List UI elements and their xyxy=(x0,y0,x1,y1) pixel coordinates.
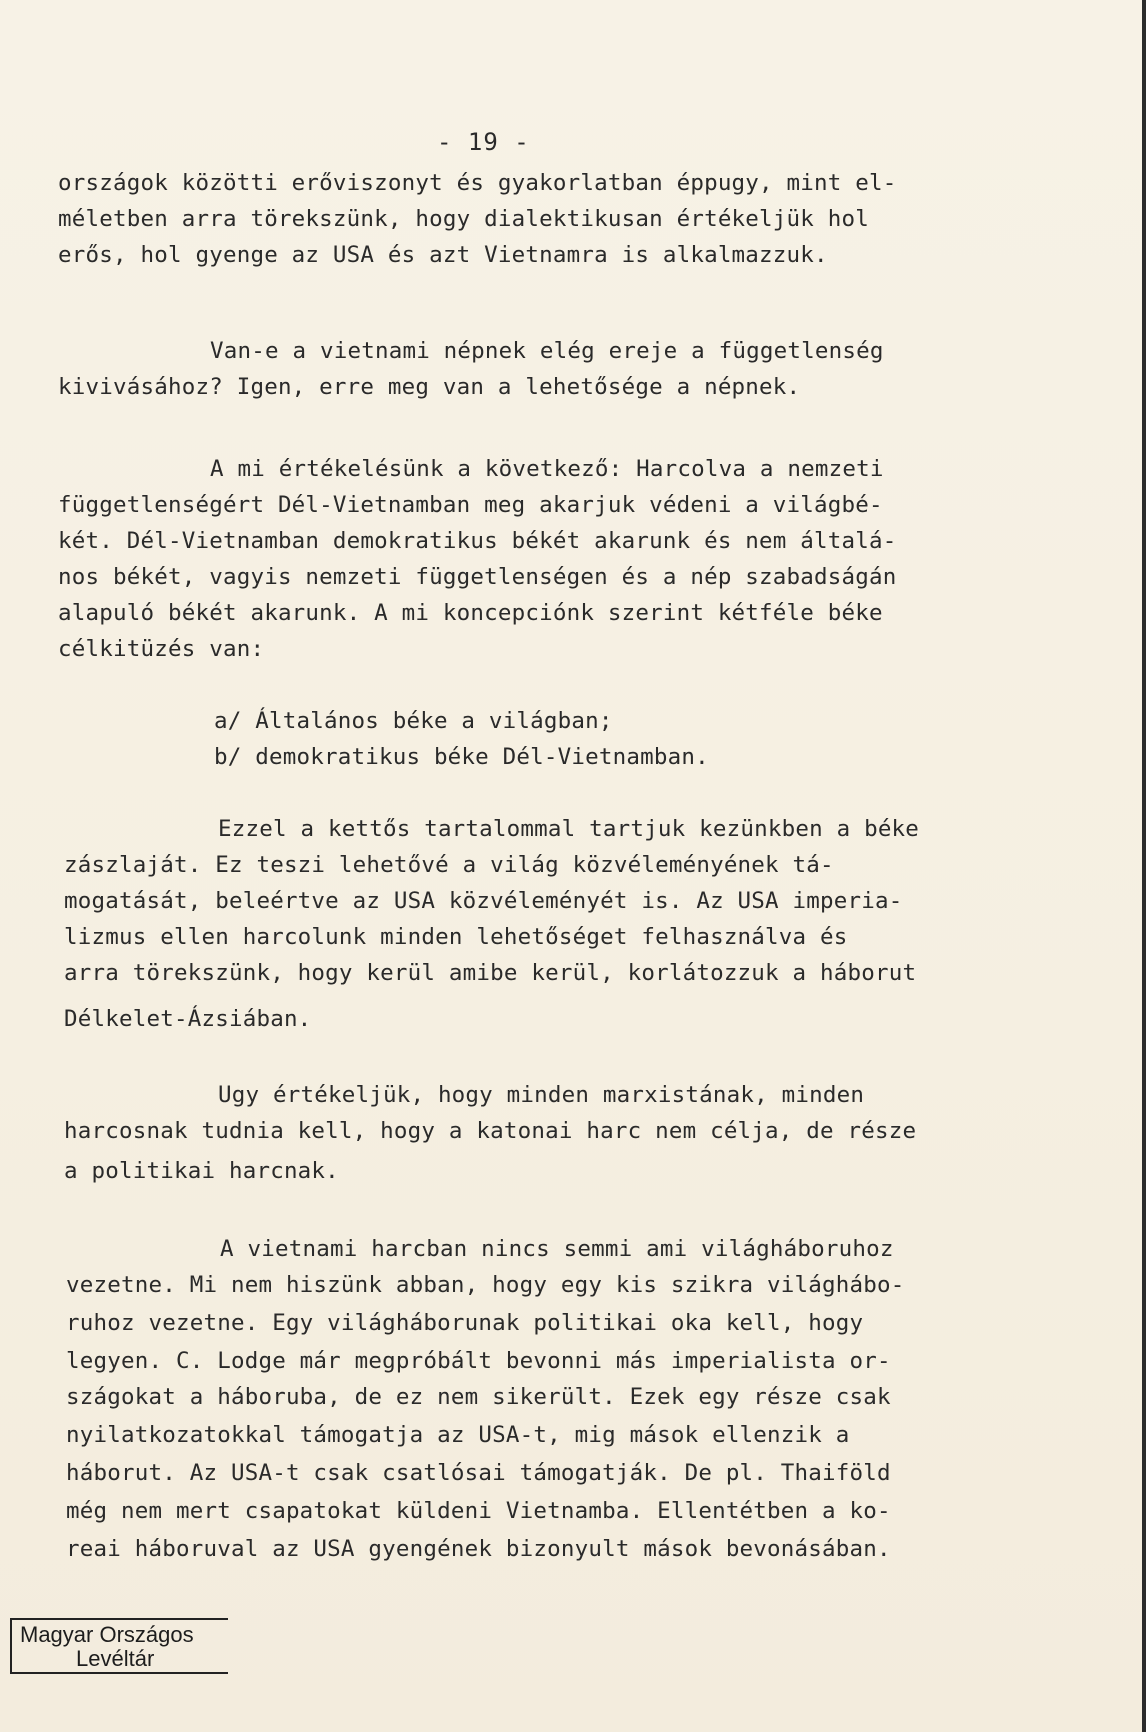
text-line: Délkelet-Ázsiában. xyxy=(64,1006,312,1032)
text-line: alapuló békét akarunk. A mi koncepciónk szerint kétféle béke xyxy=(58,600,883,626)
text-line: vezetne. Mi nem hiszünk abban, hogy egy kis szikra világhábo- xyxy=(66,1272,905,1298)
text-line: nyilatkozatokkal támogatja az USA-t, mig mások ellenzik a xyxy=(66,1422,850,1448)
text-line: háborut. Az USA-t csak csatlósai támogatják. De pl. Thaiföld xyxy=(66,1460,891,1486)
text-line: szágokat a háboruba, de ez nem sikerült. Ezek egy része csak xyxy=(66,1384,891,1410)
text-line: A mi értékelésünk a következő: Harcolva a nemzeti xyxy=(210,456,884,482)
text-line: arra törekszünk, hogy kerül amibe kerül, korlátozzuk a háborut xyxy=(64,960,917,986)
list-item: b/ demokratikus béke Dél-Vietnamban. xyxy=(214,744,709,770)
text-line: reai háboruval az USA gyengének bizonyult mások bevonásában. xyxy=(66,1536,891,1562)
text-line: zászlaját. Ez teszi lehetővé a világ közvéleményének tá- xyxy=(64,852,834,878)
text-line: legyen. C. Lodge már megpróbált bevonni más imperialista or- xyxy=(66,1348,891,1374)
text-line: Ugy értékeljük, hogy minden marxistának, minden xyxy=(218,1082,865,1108)
text-line: erős, hol gyenge az USA és azt Vietnamra is alkalmazzuk. xyxy=(58,242,828,268)
scan-edge xyxy=(1142,0,1146,1732)
text-line: nos békét, vagyis nemzeti függetlenségen és a nép szabadságán xyxy=(58,564,897,590)
text-line: a politikai harcnak. xyxy=(64,1158,339,1184)
page-number: - 19 - xyxy=(437,128,530,156)
text-line: harcosnak tudnia kell, hogy a katonai harc nem célja, de része xyxy=(64,1118,917,1144)
text-line: lizmus ellen harcolunk minden lehetőséget felhasználva és xyxy=(64,924,848,950)
text-line: kivivásához? Igen, erre meg van a lehetősége a népnek. xyxy=(58,374,801,400)
text-line: ruhoz vezetne. Egy világháborunak politikai oka kell, hogy xyxy=(66,1310,864,1336)
text-line: országok közötti erőviszonyt és gyakorlatban éppugy, mint el- xyxy=(58,170,897,196)
text-line: még nem mert csapatokat küldeni Vietnamba. Ellentétben a ko- xyxy=(66,1498,891,1524)
text-line: két. Dél-Vietnamban demokratikus békét akarunk és nem általá- xyxy=(58,528,897,554)
text-line: függetlenségért Dél-Vietnamban meg akarjuk védeni a világbé- xyxy=(58,492,883,518)
text-line: A vietnami harcban nincs semmi ami világháboruhoz xyxy=(220,1236,894,1262)
text-line: Ezzel a kettős tartalommal tartjuk kezünkben a béke xyxy=(218,816,920,842)
stamp-line-2: Levéltár xyxy=(76,1646,155,1671)
stamp-line-1: Magyar Országos xyxy=(20,1622,194,1647)
text-line: mogatását, beleértve az USA közvéleményét is. Az USA imperia- xyxy=(64,888,903,914)
list-item: a/ Általános béke a világban; xyxy=(214,708,613,734)
text-line: méletben arra törekszünk, hogy dialektikusan értékeljük hol xyxy=(58,206,870,232)
text-line: Van-e a vietnami népnek elég ereje a függetlenség xyxy=(210,338,884,364)
text-line: célkitüzés van: xyxy=(58,636,265,662)
archive-stamp xyxy=(10,1618,228,1674)
